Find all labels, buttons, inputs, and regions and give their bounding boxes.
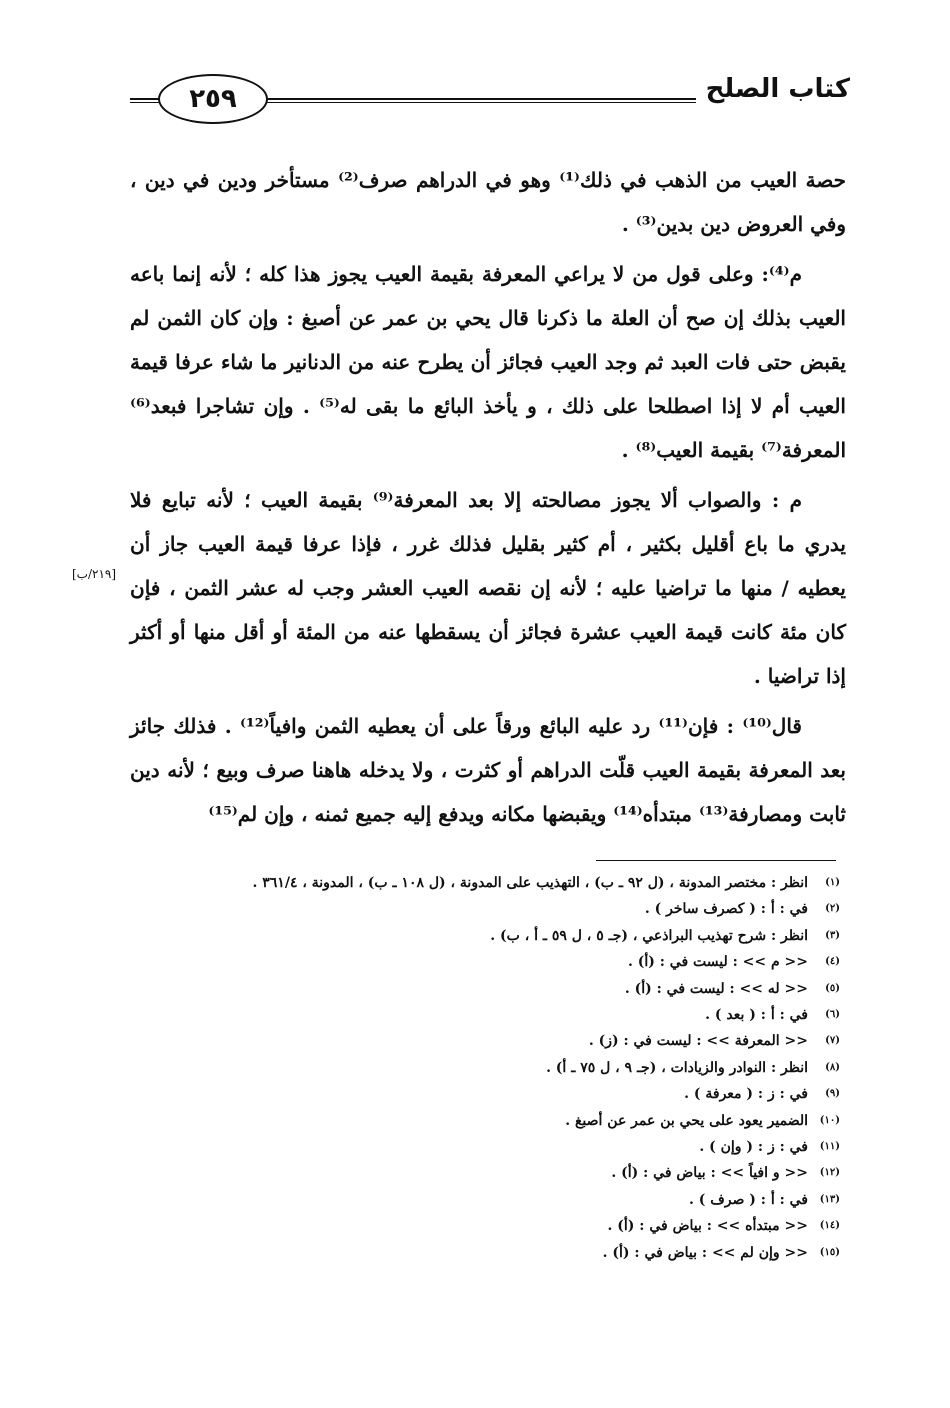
footnote-separator [596,860,836,861]
paragraph-4-text: قال⁽¹⁰⁾ : فإن⁽¹¹⁾ رد عليه البائع ورقاً على أن يعطيه الثمن وافياً⁽¹²⁾ . فذلك جائز بعد المعرفة بقيمة العيب قلّت الدراهم أو كثرت ، ولا يدخله هاهنا صرف وبيع ؛ لأنه دين ثابت ومصارفة⁽¹³⁾ مبتدأه⁽¹⁴⁾ ويقبضها مكانه ويدفع إليه جميع ثمنه ، وإن لم⁽¹⁵⁾ [130,714,846,826]
footnote-number: (١٥) [819,1246,840,1258]
paragraph-2 [130,252,846,472]
footnote-text: في : أ : ( كصرف ساخر ) . [644,901,808,918]
footnote-number: (٧) [825,1035,840,1047]
footnote-number: (١٢) [819,1167,840,1179]
footnote-text: في : ز : ( معرفة ) . [684,1086,808,1103]
paragraph-4 [130,704,846,836]
footnote-number: (١٣) [819,1193,840,1205]
footnote-text: انظر : شرح تهذيب البراذعي ، (جـ ٥ ، ل ٥٩ ـ أ ، ب) . [490,927,808,944]
footnote-text: << مبتدأه >> : بياض في : (أ) . [607,1218,808,1235]
footnote-text: << و افياً >> : بياض في : (أ) . [611,1165,808,1182]
footnote-text: في : أ : ( صرف ) . [689,1191,808,1208]
footnote-item [150,1055,840,1081]
footnote-text: انظر : مختصر المدونة ، (ل ٩٢ ـ ب) ، التهذيب على المدونة ، (ل ١٠٨ ـ ب) ، المدونة ، ٣٦١/٤ . [252,875,808,891]
footnote-text: << المعرفة >> : ليست في : (ز) . [588,1033,808,1050]
footnote-number: (١١) [819,1141,840,1153]
footnote-text: << وإن لم >> : بياض في : (أ) . [602,1244,808,1261]
footnote-item [150,896,840,922]
footnote-item [150,1240,840,1266]
footnote-text: << له >> : ليست في : (أ) . [624,980,808,997]
footnote-text: انظر : النوادر والزيادات ، (جـ ٩ ، ل ٧٥ ـ أ) . [546,1059,808,1076]
footnote-item [150,870,840,896]
footnote-item [150,1187,840,1213]
footnote-number: (٦) [825,1009,840,1021]
main-text [130,158,846,836]
footnotes-list [150,870,840,1266]
footnote-number: (٢) [825,903,840,915]
footnote-number: (١٠) [819,1114,840,1126]
paragraph-3-text: م : والصواب ألا يجوز مصالحته إلا بعد المعرفة⁽⁹⁾ بقيمة العيب ؛ لأنه تبايع فلا يدري ما باع أقليل بكثير ، أم كثير بقليل فذلك غرر ، فإذا عرفا قيمة العيب جاز أن يعطيه / منها ما تراضيا عليه ؛ لأنه إن نقصه العيب العشر وجب له عشر الثمن ، فإن كان مئة كانت قيمة العيب عشرة فجائز أن يسقطها عنه من المئة أو أقل منها أو أكثر إذا تراضيا . [130,488,847,688]
footnote-number: (٩) [825,1088,840,1100]
footnote-number: (٣) [825,929,840,941]
footnote-number: (٨) [825,1061,840,1073]
footnote-item [150,1028,840,1054]
footnote-item [150,923,840,949]
footnote-number: (٥) [825,982,840,994]
footnote-number: (١) [825,877,840,888]
footnote-number: (١٤) [819,1220,840,1232]
footnote-item [150,949,840,975]
footnote-number: (٤) [825,956,840,968]
footnote-text: << م >> : ليست في : (أ) . [627,954,808,971]
footnote-text: في : أ : ( بعد ) . [705,1007,808,1024]
page-number: ٢٥٩ [189,84,237,114]
footnote-item [150,1213,840,1239]
footnote-item [150,976,840,1002]
running-header [130,70,850,130]
paragraph-2-text: م⁽⁴⁾: وعلى قول من لا يراعي المعرفة بقيمة العيب يجوز هذا كله ؛ لأنه إنما باعه العيب بذلك إن صح أن العلة ما ذكرنا قال يحي بن عمر عن أصبغ : وإن كان الثمن لم يقبض حتى فات العبد ثم وجد العيب فجائز أن يطرح عنه من الدنانير ما شاء عرفا قيمة العيب أم لا إذا اصطلحا على ذلك ، و يأخذ البائع ما بقى له⁽⁵⁾ . وإن تشاجرا فبعد⁽⁶⁾ المعرفة⁽⁷⁾ بقيمة العيب⁽⁸⁾ . [130,262,846,462]
footnote-item [150,1134,840,1160]
footnote-item [150,1108,840,1134]
footnote-item [150,1081,840,1107]
footnote-text: في : ز : ( وإن ) . [699,1139,808,1156]
page-number-oval [158,74,268,124]
paragraph-1: حصة العيب من الذهب في ذلك⁽¹⁾ وهو في الدراهم صرف⁽²⁾ مستأخر ودين في دين ، وفي العروض دين بدين⁽³⁾ . [130,168,847,236]
footnote-item [150,1002,840,1028]
footnote-text: الضمير يعود على يحي بن عمر عن أصبغ . [565,1112,808,1129]
book-title: كتاب الصلح [696,74,850,104]
footnote-item [150,1160,840,1186]
manuscript-folio-note: [٢١٩/ب] [72,567,117,581]
paragraph-3 [130,478,846,698]
